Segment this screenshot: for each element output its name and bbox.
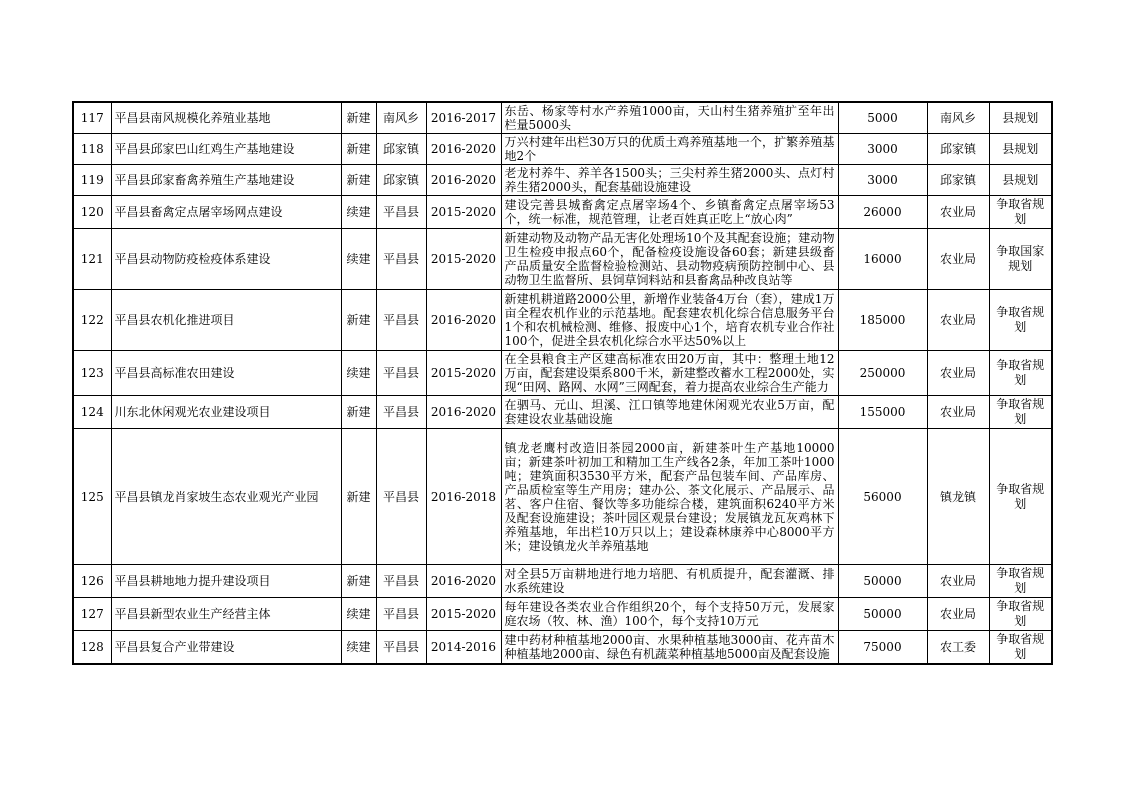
period-cell: 2016-2020 [426, 134, 501, 165]
table-body [73, 102, 1052, 664]
construction-type-cell: 续建 [341, 196, 376, 229]
location-cell: 平昌县 [376, 598, 426, 631]
location-cell: 南风乡 [376, 102, 426, 134]
table-row [73, 565, 1052, 598]
project-name-cell: 平昌县镇龙肖家坡生态农业观光产业园 [111, 429, 341, 565]
construction-type-cell: 续建 [341, 631, 376, 665]
row-number-cell: 120 [73, 196, 111, 229]
description-cell: 新建机耕道路2000公里，新增作业装备4万台（套），建成1万亩全程农机作业的示范基地。配套建农机化综合信息服务平台1个和农机械检测、维修、报废中心1个，培育农机专业合作社100个，促进全县农机化综合水平达50%以上 [501, 290, 838, 351]
investment-cell: 75000 [838, 631, 927, 665]
period-cell: 2016-2020 [426, 290, 501, 351]
row-number-cell: 118 [73, 134, 111, 165]
table-row [73, 598, 1052, 631]
row-number-cell: 125 [73, 429, 111, 565]
period-cell: 2014-2016 [426, 631, 501, 665]
responsible-unit-cell: 农业局 [927, 351, 989, 396]
construction-type-cell: 新建 [341, 102, 376, 134]
table-row [73, 351, 1052, 396]
planning-level-cell: 争取省规划 [989, 196, 1052, 229]
project-name-cell: 平昌县农机化推进项目 [111, 290, 341, 351]
description-cell: 建设完善县城畜禽定点屠宰场4个、乡镇畜禽定点屠宰场53个，统一标准，规范管理，让老百姓真正吃上“放心肉” [501, 196, 838, 229]
period-cell: 2016-2020 [426, 165, 501, 196]
project-name-cell: 平昌县邱家畜禽养殖生产基地建设 [111, 165, 341, 196]
description-cell: 每年建设各类农业合作组织20个，每个支持50万元，发展家庭农场（牧、林、渔）100个，每个支持10万元 [501, 598, 838, 631]
construction-type-cell: 新建 [341, 565, 376, 598]
responsible-unit-cell: 邱家镇 [927, 165, 989, 196]
period-cell: 2016-2020 [426, 565, 501, 598]
description-cell: 建中药材种植基地2000亩、水果种植基地3000亩、花卉苗木种植基地2000亩、绿色有机蔬菜种植基地5000亩及配套设施 [501, 631, 838, 665]
investment-cell: 155000 [838, 396, 927, 429]
description-cell: 万兴村建年出栏30万只的优质土鸡养殖基地一个，扩繁养殖基地2个 [501, 134, 838, 165]
investment-cell: 50000 [838, 598, 927, 631]
construction-type-cell: 新建 [341, 429, 376, 565]
planning-level-cell: 争取省规划 [989, 351, 1052, 396]
location-cell: 平昌县 [376, 229, 426, 290]
period-cell: 2015-2020 [426, 598, 501, 631]
table-row [73, 102, 1052, 134]
row-number-cell: 117 [73, 102, 111, 134]
table-row [73, 290, 1052, 351]
project-name-cell: 平昌县新型农业生产经营主体 [111, 598, 341, 631]
table-row [73, 134, 1052, 165]
location-cell: 平昌县 [376, 429, 426, 565]
location-cell: 邱家镇 [376, 134, 426, 165]
planning-level-cell: 争取省规划 [989, 598, 1052, 631]
planning-level-cell: 争取省规划 [989, 290, 1052, 351]
responsible-unit-cell: 农工委 [927, 631, 989, 665]
period-cell: 2015-2020 [426, 351, 501, 396]
responsible-unit-cell: 镇龙镇 [927, 429, 989, 565]
description-cell: 镇龙老鹰村改造旧茶园2000亩，新建茶叶生产基地10000亩；新建茶叶初加工和精加工生产线各2条，年加工茶叶1000吨；建筑面积3530平方米，配套产品包装车间、产品库房、产品质检室等生产用房；建办公、茶文化展示、产品展示、品茗、客户住宿、餐饮等多功能综合楼，建筑面积6240平方米及配套设施建设；茶叶园区观景台建设；发展镇龙瓦灰鸡林下养殖基地，年出栏10万只以上；建设森林康养中心8000平方米；建设镇龙火羊养殖基地 [501, 429, 838, 565]
construction-type-cell: 新建 [341, 290, 376, 351]
description-cell: 新建动物及动物产品无害化处理场10个及其配套设施；建动物卫生检疫申报点60个，配备检疫设施设备60套；新建县级畜产品质量安全监督检验检测站、县动物疫病预防控制中心、县动物卫生监督所、县饲草饲料站和县畜禽品种改良站等 [501, 229, 838, 290]
description-cell: 在驷马、元山、坦溪、江口镇等地建休闲观光农业5万亩，配套建设农业基础设施 [501, 396, 838, 429]
investment-cell: 26000 [838, 196, 927, 229]
investment-cell: 16000 [838, 229, 927, 290]
period-cell: 2015-2020 [426, 196, 501, 229]
planning-level-cell: 县规划 [989, 102, 1052, 134]
responsible-unit-cell: 农业局 [927, 229, 989, 290]
row-number-cell: 119 [73, 165, 111, 196]
period-cell: 2016-2018 [426, 429, 501, 565]
planning-level-cell: 争取省规划 [989, 631, 1052, 665]
planning-level-cell: 争取国家规划 [989, 229, 1052, 290]
row-number-cell: 121 [73, 229, 111, 290]
location-cell: 平昌县 [376, 396, 426, 429]
description-cell: 东岳、杨家等村水产养殖1000亩，天山村生猪养殖扩至年出栏量5000头 [501, 102, 838, 134]
investment-cell: 3000 [838, 165, 927, 196]
construction-type-cell: 续建 [341, 351, 376, 396]
table-row [73, 165, 1052, 196]
construction-type-cell: 新建 [341, 165, 376, 196]
responsible-unit-cell: 农业局 [927, 290, 989, 351]
row-number-cell: 127 [73, 598, 111, 631]
construction-type-cell: 续建 [341, 598, 376, 631]
planning-level-cell: 争取省规划 [989, 396, 1052, 429]
description-cell: 对全县5万亩耕地进行地力培肥、有机质提升，配套灌溉、排水系统建设 [501, 565, 838, 598]
location-cell: 平昌县 [376, 196, 426, 229]
project-name-cell: 平昌县动物防疫检疫体系建设 [111, 229, 341, 290]
investment-cell: 5000 [838, 102, 927, 134]
construction-type-cell: 续建 [341, 229, 376, 290]
construction-type-cell: 新建 [341, 134, 376, 165]
table-row [73, 196, 1052, 229]
location-cell: 平昌县 [376, 565, 426, 598]
period-cell: 2016-2017 [426, 102, 501, 134]
table-row [73, 396, 1052, 429]
row-number-cell: 122 [73, 290, 111, 351]
project-name-cell: 平昌县复合产业带建设 [111, 631, 341, 665]
project-table [72, 101, 1053, 665]
table-row [73, 229, 1052, 290]
description-cell: 在全县粮食主产区建高标准农田20万亩，其中：整理土地12万亩，配套建设渠系800千米，新建整改蓄水工程2000处，实现“田网、路网、水网”三网配套，着力提高农业综合生产能力 [501, 351, 838, 396]
row-number-cell: 123 [73, 351, 111, 396]
planning-level-cell: 争取省规划 [989, 565, 1052, 598]
investment-cell: 250000 [838, 351, 927, 396]
project-name-cell: 平昌县畜禽定点屠宰场网点建设 [111, 196, 341, 229]
responsible-unit-cell: 南风乡 [927, 102, 989, 134]
project-table-sheet [72, 101, 1053, 665]
project-name-cell: 平昌县邱家巴山红鸡生产基地建设 [111, 134, 341, 165]
planning-level-cell: 争取省规划 [989, 429, 1052, 565]
location-cell: 邱家镇 [376, 165, 426, 196]
planning-level-cell: 县规划 [989, 165, 1052, 196]
responsible-unit-cell: 农业局 [927, 396, 989, 429]
location-cell: 平昌县 [376, 351, 426, 396]
project-name-cell: 川东北休闲观光农业建设项目 [111, 396, 341, 429]
investment-cell: 50000 [838, 565, 927, 598]
location-cell: 平昌县 [376, 631, 426, 665]
responsible-unit-cell: 农业局 [927, 565, 989, 598]
location-cell: 平昌县 [376, 290, 426, 351]
planning-level-cell: 县规划 [989, 134, 1052, 165]
description-cell: 老龙村养牛、养羊各1500头；三尖村养生猪2000头、点灯村养生猪2000头，配套基础设施建设 [501, 165, 838, 196]
project-name-cell: 平昌县高标准农田建设 [111, 351, 341, 396]
table-row [73, 429, 1052, 565]
investment-cell: 3000 [838, 134, 927, 165]
period-cell: 2015-2020 [426, 229, 501, 290]
responsible-unit-cell: 农业局 [927, 598, 989, 631]
row-number-cell: 126 [73, 565, 111, 598]
project-name-cell: 平昌县南风规模化养殖业基地 [111, 102, 341, 134]
investment-cell: 56000 [838, 429, 927, 565]
table-row [73, 631, 1052, 665]
row-number-cell: 124 [73, 396, 111, 429]
construction-type-cell: 新建 [341, 396, 376, 429]
row-number-cell: 128 [73, 631, 111, 665]
period-cell: 2016-2020 [426, 396, 501, 429]
project-name-cell: 平昌县耕地地力提升建设项目 [111, 565, 341, 598]
responsible-unit-cell: 邱家镇 [927, 134, 989, 165]
responsible-unit-cell: 农业局 [927, 196, 989, 229]
investment-cell: 185000 [838, 290, 927, 351]
